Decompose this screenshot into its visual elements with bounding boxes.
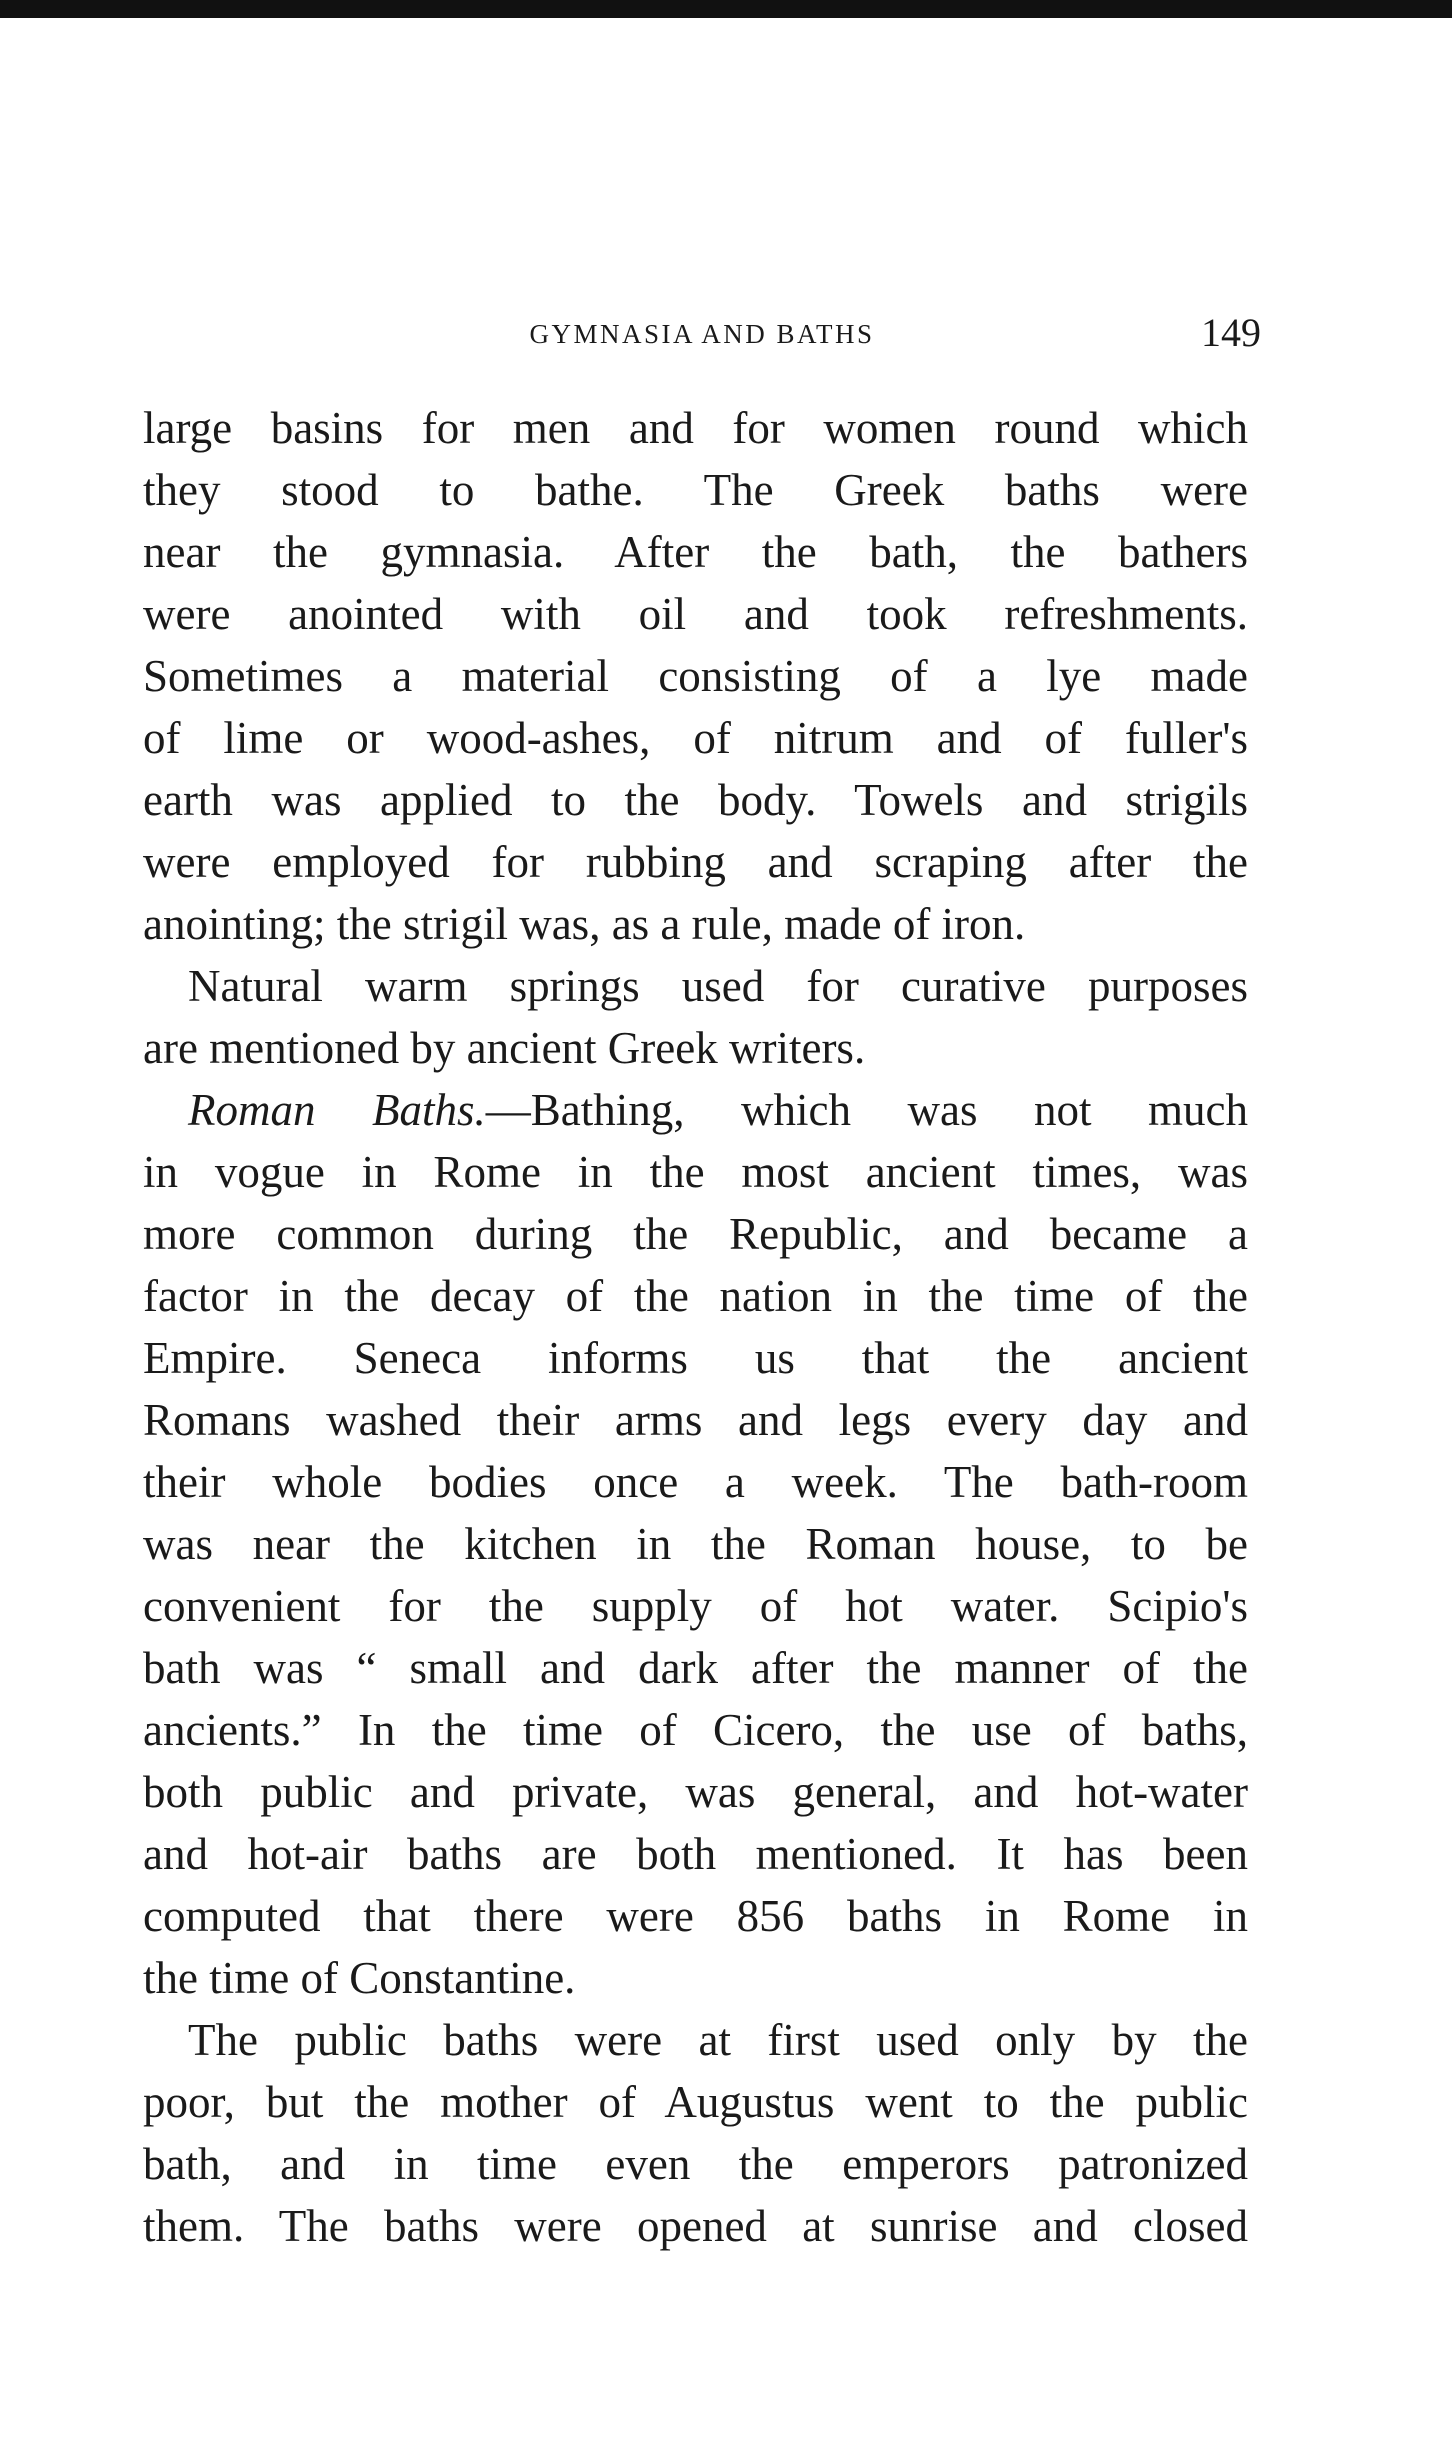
text-line: bath, and in time even the emperors patronized [143,2139,1248,2189]
text-line: bath was “ small and dark after the manner of the [143,1643,1248,1693]
paragraph-first-line: The public baths were at first used only by the [188,2015,1248,2065]
text-line: more common during the Republic, and became a [143,1209,1248,1259]
page-number: 149 [1201,310,1261,355]
text-line: the time of Constantine. [143,1953,576,2003]
text-line: of lime or wood-ashes, of nitrum and of fuller's [143,713,1248,763]
text-line: they stood to bathe. The Greek baths were [143,465,1248,515]
text-line: convenient for the supply of hot water. Scipio's [143,1581,1248,1631]
text-line: large basins for men and for women round which [143,403,1248,453]
running-head [143,310,1261,356]
text-line: earth was applied to the body. Towels and strigils [143,775,1248,825]
text-line: were anointed with oil and took refreshments. [143,589,1248,639]
text-line: Sometimes a material consisting of a lye made [143,651,1248,701]
text-line: in vogue in Rome in the most ancient times, was [143,1147,1248,1197]
top-edge-rule [0,0,1452,18]
text-line: factor in the decay of the nation in the time of the [143,1271,1248,1321]
text-line: their whole bodies once a week. The bath-room [143,1457,1248,1507]
body-text [143,397,1248,2257]
text-line: and hot-air baths are both mentioned. It has been [143,1829,1248,1879]
text-line: were employed for rubbing and scraping after the [143,837,1248,887]
section-heading-continuation: —Bathing, which was not much [485,1085,1248,1135]
text-line: are mentioned by ancient Greek writers. [143,1023,866,1073]
text-line: both public and private, was general, and hot-water [143,1767,1248,1817]
section-heading: Roman Baths. [188,1085,486,1135]
text-line: them. The baths were opened at sunrise and closed [143,2201,1248,2251]
text-line: near the gymnasia. After the bath, the bathers [143,527,1248,577]
section-heading-line [143,1079,1248,1141]
text-line: poor, but the mother of Augustus went to the public [143,2077,1248,2127]
running-title: GYMNASIA AND BATHS [529,319,875,349]
text-line: Empire. Seneca informs us that the ancient [143,1333,1248,1383]
paragraph-first-line: Natural warm springs used for curative purposes [188,961,1248,1011]
text-line: anointing; the strigil was, as a rule, made of iron. [143,899,1026,949]
text-line: was near the kitchen in the Roman house, to be [143,1519,1248,1569]
text-line: ancients.” In the time of Cicero, the use of baths, [143,1705,1248,1755]
text-line: Romans washed their arms and legs every day and [143,1395,1248,1445]
text-line: computed that there were 856 baths in Rome in [143,1891,1248,1941]
